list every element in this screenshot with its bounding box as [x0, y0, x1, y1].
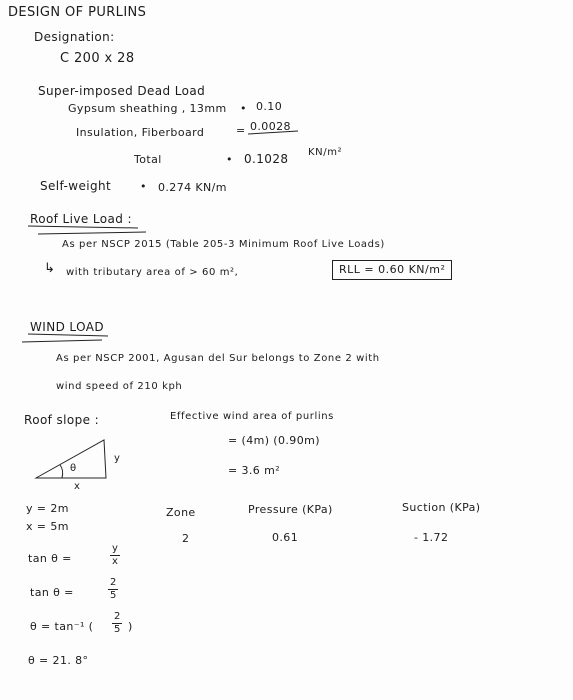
designation-label: Designation: — [34, 30, 115, 44]
gypsum-separator: • — [240, 102, 247, 115]
theta-equation-2: θ = 21. 8° — [28, 654, 89, 667]
table-header-zone: Zone — [166, 506, 196, 519]
roof-live-underline-1 — [28, 226, 138, 228]
triangle-theta-label: θ — [70, 463, 77, 474]
effective-wind-equation-2: = 3.6 m² — [228, 464, 281, 477]
designation-value: C 200 x 28 — [60, 51, 135, 66]
selfweight-label: Self-weight — [40, 179, 112, 193]
selfweight-separator: • — [140, 180, 147, 193]
wind-line-2: wind speed of 210 kph — [56, 381, 183, 392]
triangle-x-label: x — [74, 481, 81, 492]
tan-equation-2-lhs: tan θ = — [30, 586, 74, 599]
total-value: 0.1028 — [244, 152, 289, 166]
tan-equation-1-fraction — [110, 544, 120, 567]
table-cell-zone: 2 — [182, 532, 190, 545]
tan1-numerator: y — [112, 543, 118, 554]
table-cell-pressure: 0.61 — [272, 531, 299, 544]
tan1-denominator: x — [112, 556, 118, 567]
theta1-denominator: 5 — [114, 624, 121, 635]
roof-live-heading: Roof Live Load : — [30, 212, 132, 226]
total-unit: KN/m² — [308, 147, 343, 158]
slope-triangle-arc — [60, 465, 63, 478]
roof-live-line-2: with tributary area of > 60 m², — [66, 267, 239, 278]
wind-underline-2 — [22, 340, 102, 342]
insulation-value: 0.0028 — [250, 120, 291, 133]
total-label: Total — [134, 153, 162, 166]
wind-line-1: As per NSCP 2001, Agusan del Sur belongs to Zone 2 with — [56, 353, 380, 364]
roof-live-result-box: RLL = 0.60 KN/m² — [332, 260, 452, 280]
y-equation: y = 2m — [26, 502, 69, 515]
insulation-label: Insulation, Fiberboard — [76, 126, 205, 139]
roof-live-underline-2 — [38, 232, 146, 234]
effective-wind-equation-1: = (4m) (0.90m) — [228, 434, 320, 447]
tan-equation-2-fraction — [108, 578, 118, 601]
page-title: DESIGN OF PURLINS — [8, 5, 147, 20]
x-equation: x = 5m — [26, 520, 69, 533]
tan2-denominator: 5 — [110, 590, 117, 601]
roof-live-line-1: As per NSCP 2015 (Table 205-3 Minimum Roof Live Loads) — [62, 239, 385, 250]
table-cell-suction: - 1.72 — [414, 531, 449, 544]
table-header-pressure: Pressure (KPa) — [248, 503, 333, 516]
superimposed-heading: Super-imposed Dead Load — [38, 84, 206, 98]
gypsum-value: 0.10 — [256, 100, 283, 113]
wind-heading: WIND LOAD — [30, 320, 104, 334]
triangle-y-label: y — [114, 453, 121, 464]
insulation-separator: = — [236, 124, 246, 137]
theta1-numerator: 2 — [114, 611, 121, 622]
wind-underline-1 — [28, 334, 108, 336]
selfweight-value: 0.274 KN/m — [158, 181, 227, 194]
tan-equation-1-lhs: tan θ = — [28, 552, 72, 565]
tan2-numerator: 2 — [110, 577, 117, 588]
arrow-icon: ↳ — [44, 261, 56, 276]
total-separator: • — [226, 153, 233, 166]
theta-equation-1-close: ) — [128, 620, 133, 633]
gypsum-label: Gypsum sheathing , 13mm — [68, 102, 227, 115]
theta-equation-1-fraction — [112, 612, 122, 635]
table-header-suction: Suction (KPa) — [402, 501, 481, 514]
roof-slope-label: Roof slope : — [24, 413, 100, 427]
effective-wind-label: Effective wind area of purlins — [170, 411, 334, 422]
theta-equation-1-lhs: θ = tan⁻¹ ( — [30, 620, 94, 633]
